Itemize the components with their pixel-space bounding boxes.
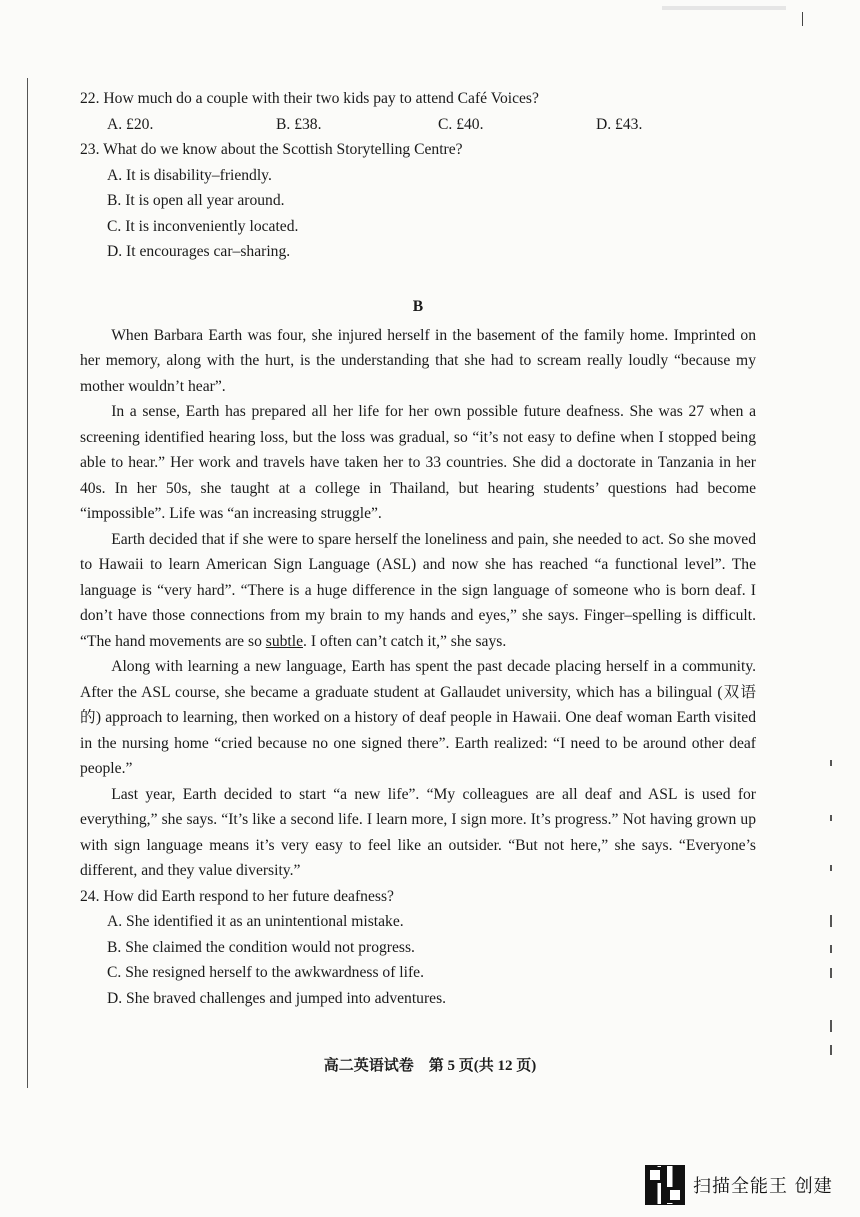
option-b: B. £38. bbox=[276, 115, 322, 133]
scanner-watermark bbox=[645, 1165, 833, 1205]
paragraph-5: Last year, Earth decided to start “a new life”. “My colleagues are all deaf and ASL is used for everything,” she says. “It’s like a second life. I learn more, I sign more. It’s progress.” Not having grown up with sign language means it’s very easy to feel like an outsider. “But not here,” she says. “Everyone’s different, and they value diversity.” bbox=[80, 785, 756, 879]
option-a: A. £20. bbox=[107, 115, 154, 133]
option-b: B. She claimed the condition would not progress. bbox=[107, 938, 415, 956]
section-title: B bbox=[412, 297, 424, 315]
paragraph-3 bbox=[80, 527, 756, 655]
paragraph-1: When Barbara Earth was four, she injured herself in the basement of the family home. Imprinted on her memory, along with the hurt, is the understanding that she had to scream really loudly “because my mother wouldn’t hear”. bbox=[80, 326, 756, 395]
option-c: C. It is inconveniently located. bbox=[107, 217, 299, 235]
edge-mark bbox=[830, 1020, 832, 1032]
option-b: B. It is open all year around. bbox=[107, 192, 285, 209]
option-d: D. It encourages car–sharing. bbox=[107, 243, 291, 260]
edge-mark bbox=[830, 865, 832, 871]
edge-mark bbox=[830, 968, 832, 978]
question-22-stem: 22. How much do a couple with their two kids pay to attend Café Voices? bbox=[80, 90, 539, 107]
underlined-word: subtle bbox=[265, 632, 304, 650]
page-edge-mark bbox=[802, 12, 803, 26]
edge-mark bbox=[830, 815, 832, 821]
question-22-options bbox=[80, 112, 756, 138]
page-margin-line bbox=[27, 78, 28, 1088]
paragraph-3-text: Earth decided that if she were to spare herself the loneliness and pain, she needed to act. So she moved to Hawaii to learn American Sign Language (ASL) and now she has reached “a functional level”. The language is “very hard”. “There is a huge difference in the sign language of someone who is born deaf. I don’t have those connections from my brain to my hands and eyes,” she says. Finger–spelling is difficult. “The hand movements are so bbox=[80, 530, 756, 650]
option-a: A. She identified it as an unintentional mistake. bbox=[107, 913, 404, 930]
option-a: A. It is disability–friendly. bbox=[107, 166, 272, 184]
paragraph-2: In a sense, Earth has prepared all her life for her own possible future deafness. She was 27 when a screening identified hearing loss, but the loss was gradual, so “it’s not easy to define when I stopped being able to hear.” Her work and travels have taken her to 33 countries. She did a doctorate in Tanzania in her 40s. In her 50s, she taught at a college in Thailand, but hearing students’ questions had become “impossible”. Life was “an increasing struggle”. bbox=[80, 403, 756, 522]
edge-mark bbox=[830, 915, 832, 927]
page-content bbox=[80, 86, 756, 1011]
paragraph-4: Along with learning a new language, Earth has spent the past decade placing herself in a community. After the ASL course, she became a graduate student at Gallaudet university, which has a bilingual (双语的) approach to learning, then worked on a history of deaf people in Hawaii. One deaf woman Earth visited in the nursing home “cried because no one signed there”. Earth realized: “I need to be around other deaf people.” bbox=[80, 658, 756, 777]
question-24-stem: 24. How did Earth respond to her future deafness? bbox=[80, 887, 394, 905]
scanner-watermark-text: 扫描全能王 创建 bbox=[693, 1176, 833, 1197]
option-c: C. She resigned herself to the awkwardness of life. bbox=[107, 964, 424, 981]
edge-mark bbox=[830, 945, 832, 953]
passage-b bbox=[80, 323, 756, 884]
option-c: C. £40. bbox=[438, 115, 484, 133]
edge-mark bbox=[830, 1045, 832, 1055]
option-d: D. She braved challenges and jumped into adventures. bbox=[107, 989, 447, 1007]
qr-code-icon bbox=[645, 1165, 685, 1205]
scan-artifact-band bbox=[662, 6, 786, 10]
paragraph-3-tail: . I often can’t catch it,” she says. bbox=[303, 632, 507, 650]
page-footer: 高二英语试卷 第 5 页(共 12 页) bbox=[323, 1058, 537, 1074]
question-23-stem: 23. What do we know about the Scottish Storytelling Centre? bbox=[80, 141, 463, 158]
option-d: D. £43. bbox=[596, 115, 643, 133]
edge-mark bbox=[830, 760, 832, 766]
